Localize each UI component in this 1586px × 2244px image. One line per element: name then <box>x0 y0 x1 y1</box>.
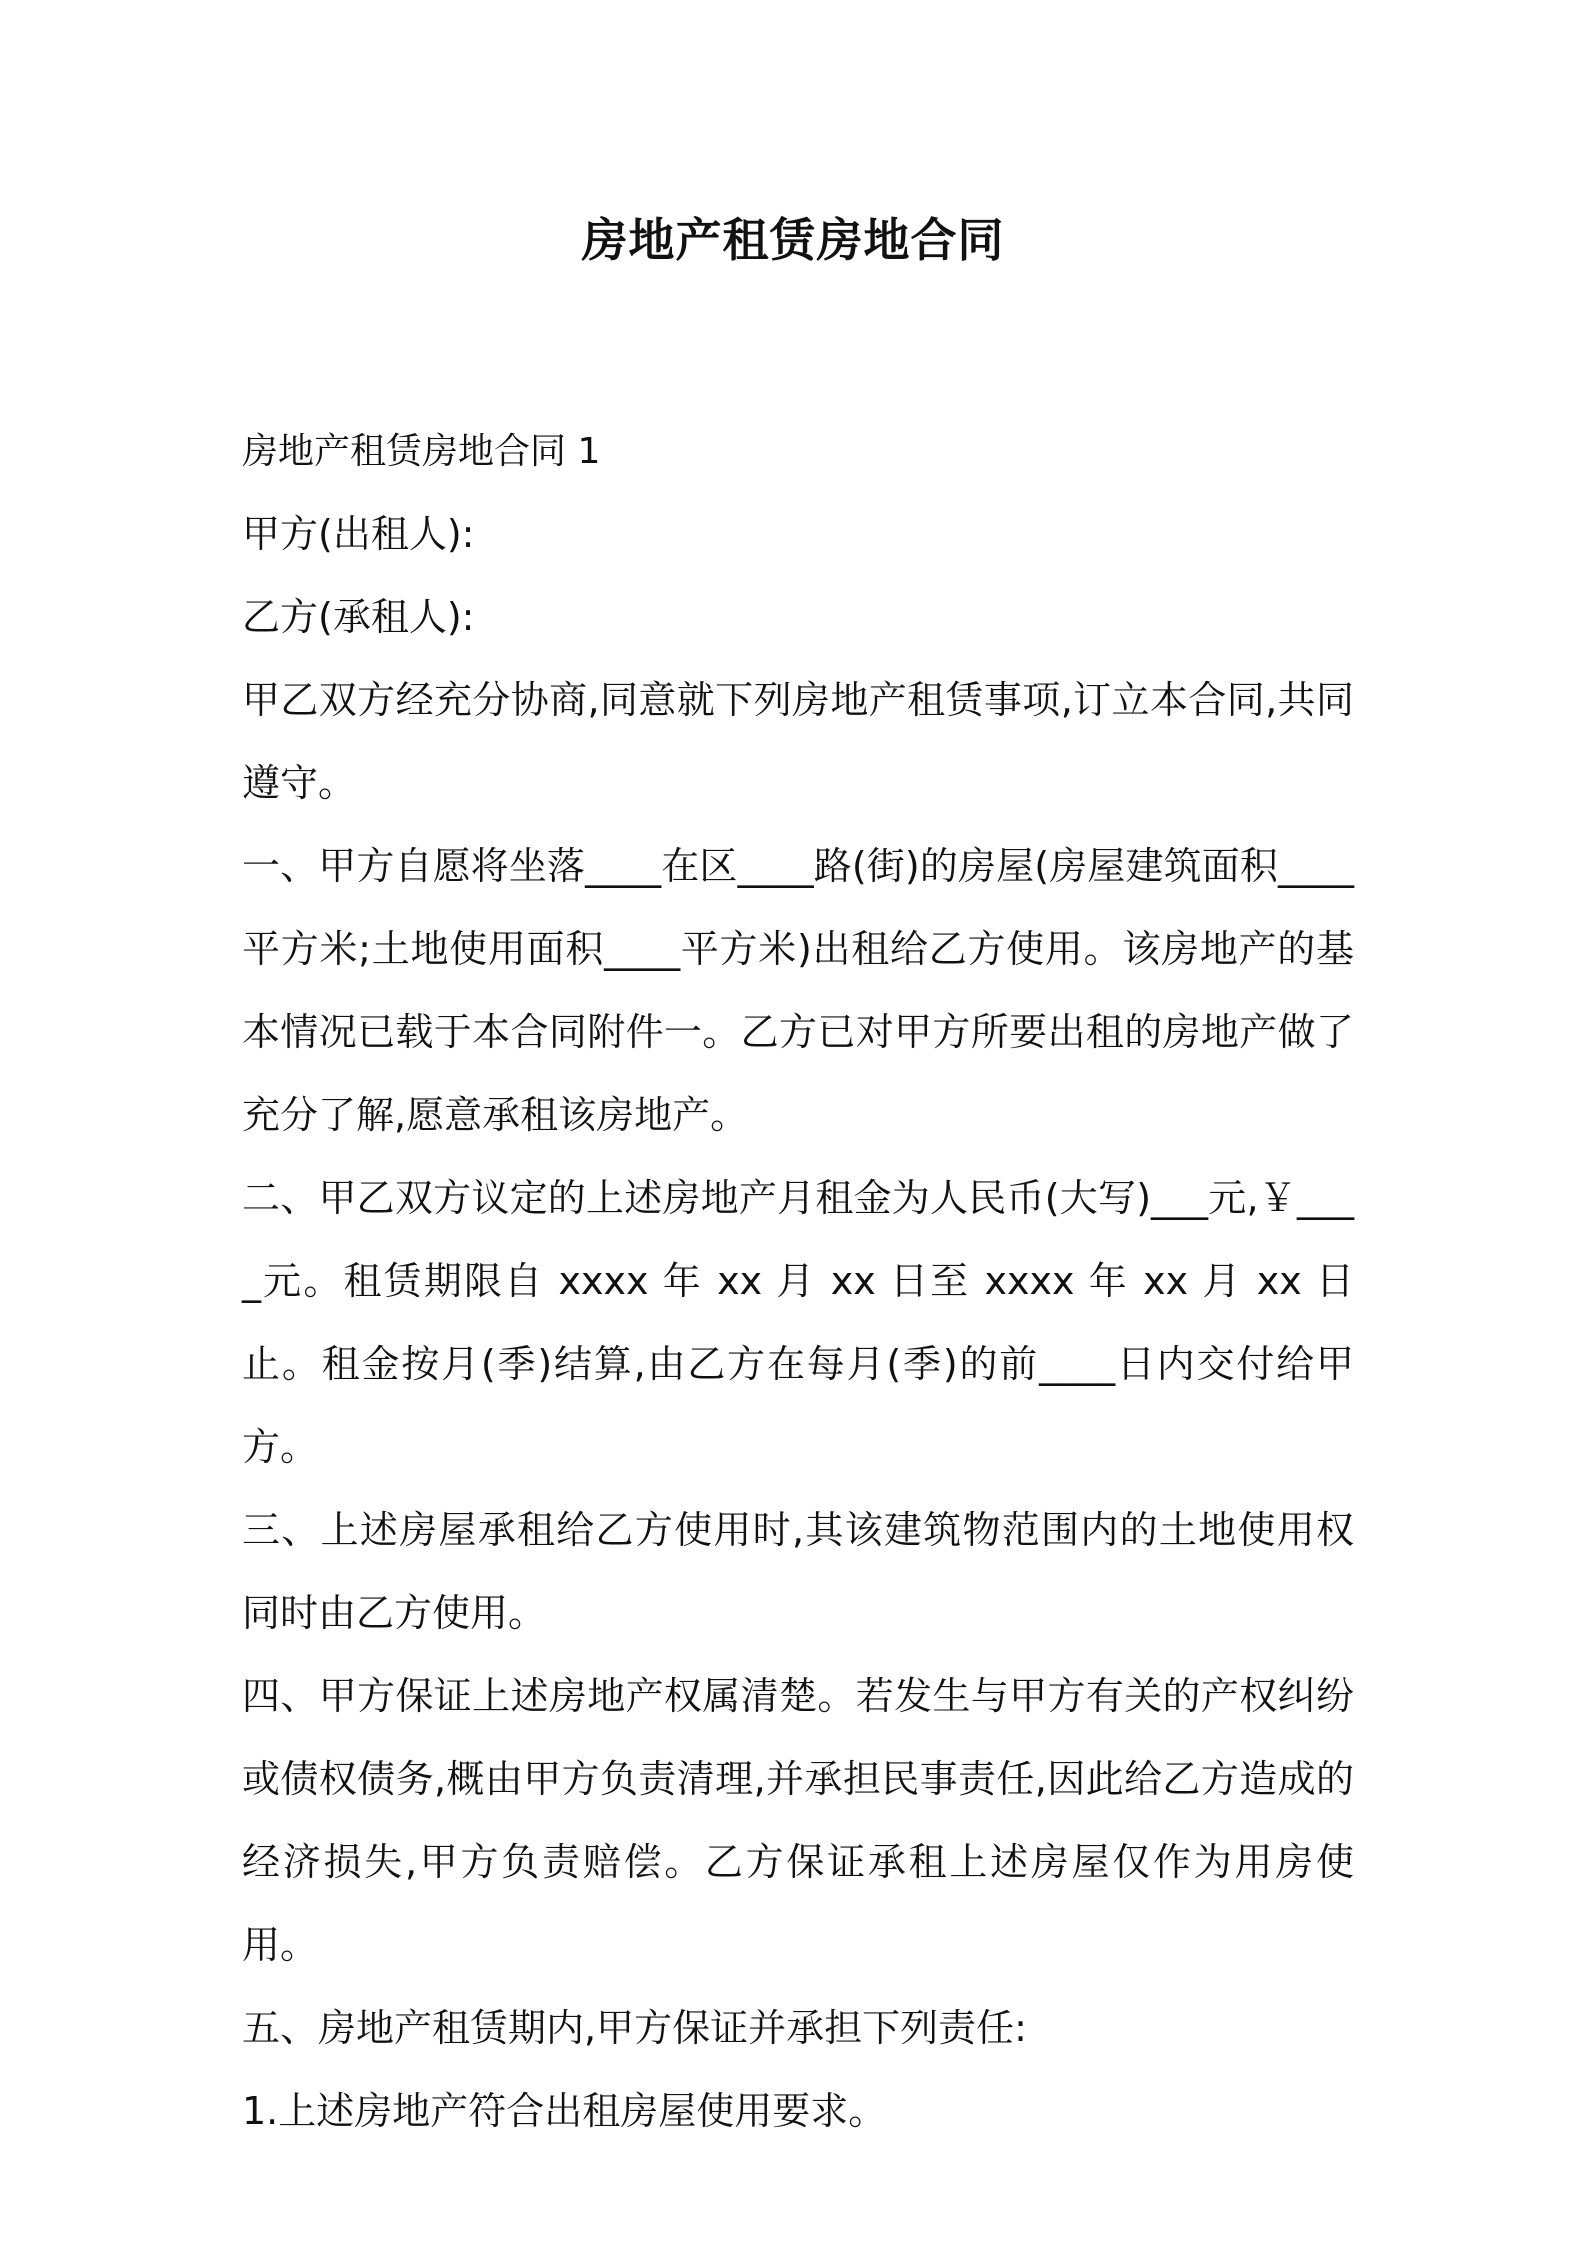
clause-5-paragraph: 五、房地产租赁期内,甲方保证并承担下列责任: <box>242 2006 1027 2050</box>
clause-1-paragraph: 一、甲方自愿将坐落____在区____路(街)的房屋(房屋建筑面积____平方米;土地使用面积____平方米)出租给乙方使用。该房地产的基本情况已载于本合同附件一。乙方已对甲方所要出租的房地产做了充分了解,愿意承租该房地产。 <box>242 844 1354 1137</box>
preamble-paragraph: 甲乙双方经充分协商,同意就下列房地产租赁事项,订立本合同,共同遵守。 <box>242 678 1354 805</box>
clause-2-paragraph: 二、甲乙双方议定的上述房地产月租金为人民币(大写)___元,￥____元。租赁期限自 xxxx 年 xx 月 xx 日至 xxxx 年 xx 月 xx 日止。租金按月(季)结算,由乙方在每月(季)的前____日内交付给甲方。 <box>242 1176 1354 1469</box>
party-a-line: 甲方(出租人): <box>242 512 475 556</box>
clause-3-paragraph: 三、上述房屋承租给乙方使用时,其该建筑物范围内的土地使用权同时由乙方使用。 <box>242 1508 1354 1635</box>
document-title: 房地产租赁房地合同 <box>581 213 1005 267</box>
party-b-line: 乙方(承租人): <box>242 595 475 639</box>
document-body <box>242 410 1354 2153</box>
clause-5-item-1: 1.上述房地产符合出租房屋使用要求。 <box>242 2089 887 2133</box>
contract-subtitle: 房地产租赁房地合同 1 <box>242 431 601 472</box>
clause-4-paragraph: 四、甲方保证上述房地产权属清楚。若发生与甲方有关的产权纠纷或债权债务,概由甲方负责清理,并承担民事责任,因此给乙方造成的经济损失,甲方负责赔偿。乙方保证承租上述房屋仅作为用房使用。 <box>242 1674 1354 1967</box>
